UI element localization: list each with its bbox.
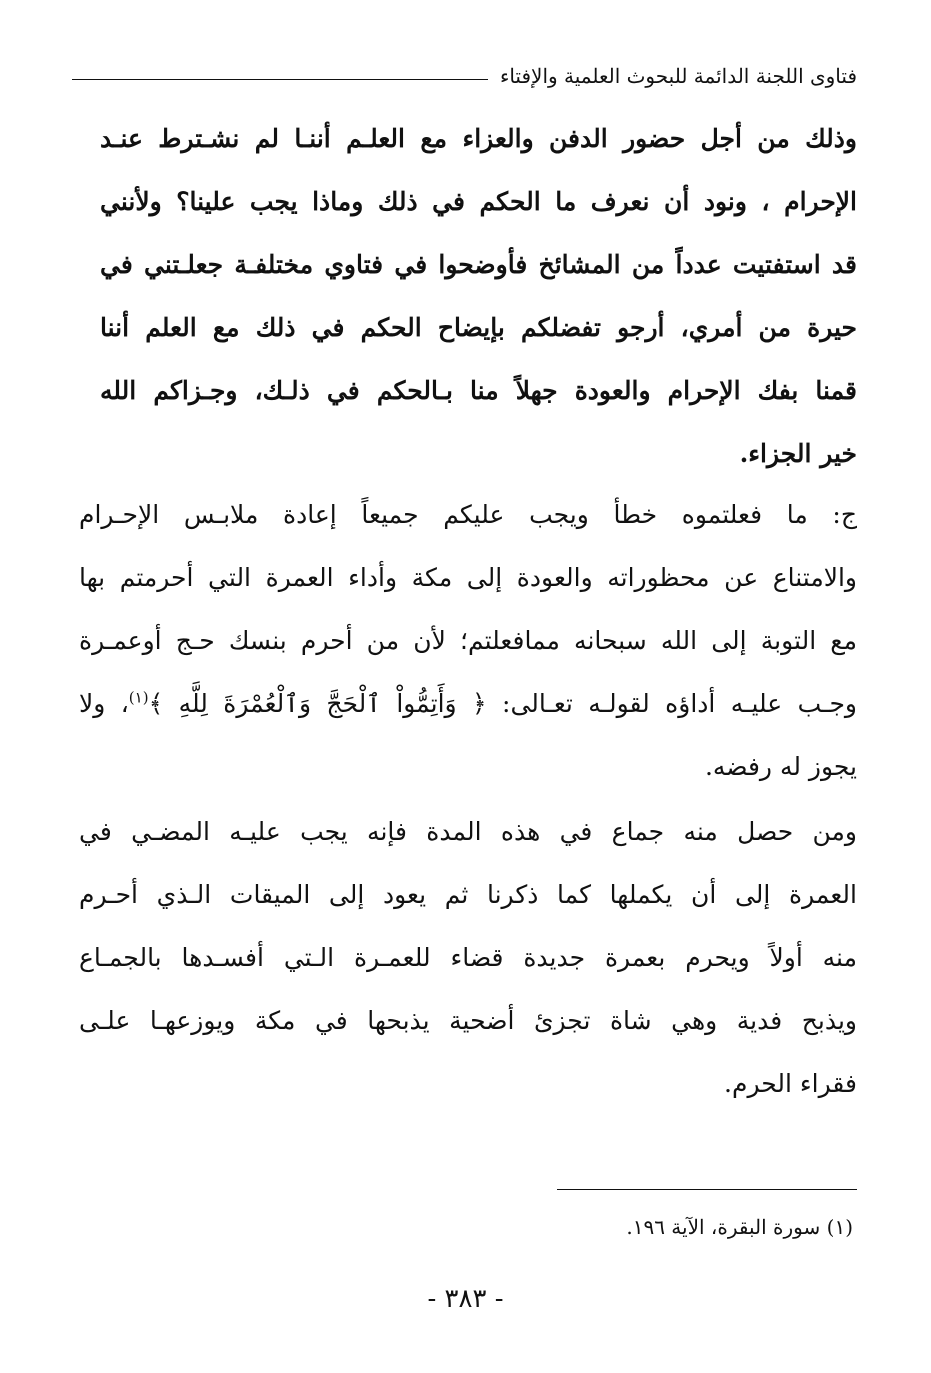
answer-line: يجوز له رفضه. — [704, 752, 857, 781]
second-paragraph — [79, 800, 857, 1115]
question-line: وذلك من أجل حضور الدفن والعزاء مع العلـم أننـا لم نشـترط عنـد — [100, 124, 857, 153]
paragraph-line: ومن حصل منه جماع في هذه المدة فإنه يجب عليـه المضـي في — [79, 817, 857, 846]
footnote-reference[interactable]: (١) — [128, 688, 149, 707]
question-paragraph — [100, 107, 857, 485]
paragraph-line: فقراء الحرم. — [724, 1069, 857, 1098]
header-title: فتاوى اللجنة الدائمة للبحوث العلمية والإفتاء — [499, 64, 857, 88]
answer-line: ج: ما فعلتموه خطأ ويجب عليكم جميعاً إعادة ملابـس الإحـرام — [79, 500, 857, 529]
question-line: قمنا بفك الإحرام والعودة جهلاً منا بـالحكم في ذلـك، وجـزاكم الله — [100, 376, 857, 405]
answer-line-with-verse — [79, 672, 857, 735]
running-header — [72, 56, 857, 96]
answer-line-text: ، ولا — [79, 689, 129, 718]
question-line: خير الجزاء. — [739, 439, 857, 468]
answer-line: مع التوبة إلى الله سبحانه ممافعلتم؛ لأن من أحرم بنسك حـج أوعمـرة — [79, 626, 857, 655]
quran-verse: ﴿ وَأَتِمُّواْ ٱلْحَجَّ وَٱلْعُمْرَةَ لِلَّهِ ﴾ — [148, 689, 487, 718]
question-line: حيرة من أمري، أرجو تفضلكم بإيضاح الحكم في ذلك مع العلم أننا — [100, 313, 857, 342]
question-line: الإحرام ، ونود أن نعرف ما الحكم في ذلك وماذا يجب علينا؟ ولأنني — [100, 187, 857, 216]
paragraph-line: العمرة إلى أن يكملها كما ذكرنا ثم يعود إلى الميقات الـذي أحـرم — [79, 880, 857, 909]
footnote: (١) سورة البقرة، الآية ١٩٦. — [626, 1215, 853, 1239]
page-number: - ٣٨٣ - — [427, 1284, 504, 1314]
answer-paragraph — [79, 483, 857, 798]
paragraph-line: ويذبح فدية وهي شاة تجزئ أضحية يذبحها في مكة ويوزعهـا علـى — [79, 1006, 857, 1035]
answer-line: والامتناع عن محظوراته والعودة إلى مكة وأداء العمرة التي أحرمتم بها — [79, 563, 857, 592]
header-rule — [72, 79, 488, 80]
paragraph-line: منه أولاً ويحرم بعمرة جديدة قضاء للعمـرة الـتي أفسـدها بالجمـاع — [79, 943, 857, 972]
question-line: قد استفتيت عدداً من المشائخ فأوضحوا في فتاوي مختلفـة جعلـتني في — [100, 250, 857, 279]
footnote-separator — [557, 1189, 857, 1190]
answer-line-text: وجـب عليـه أداؤه لقولـه تعـالى: — [502, 689, 857, 718]
